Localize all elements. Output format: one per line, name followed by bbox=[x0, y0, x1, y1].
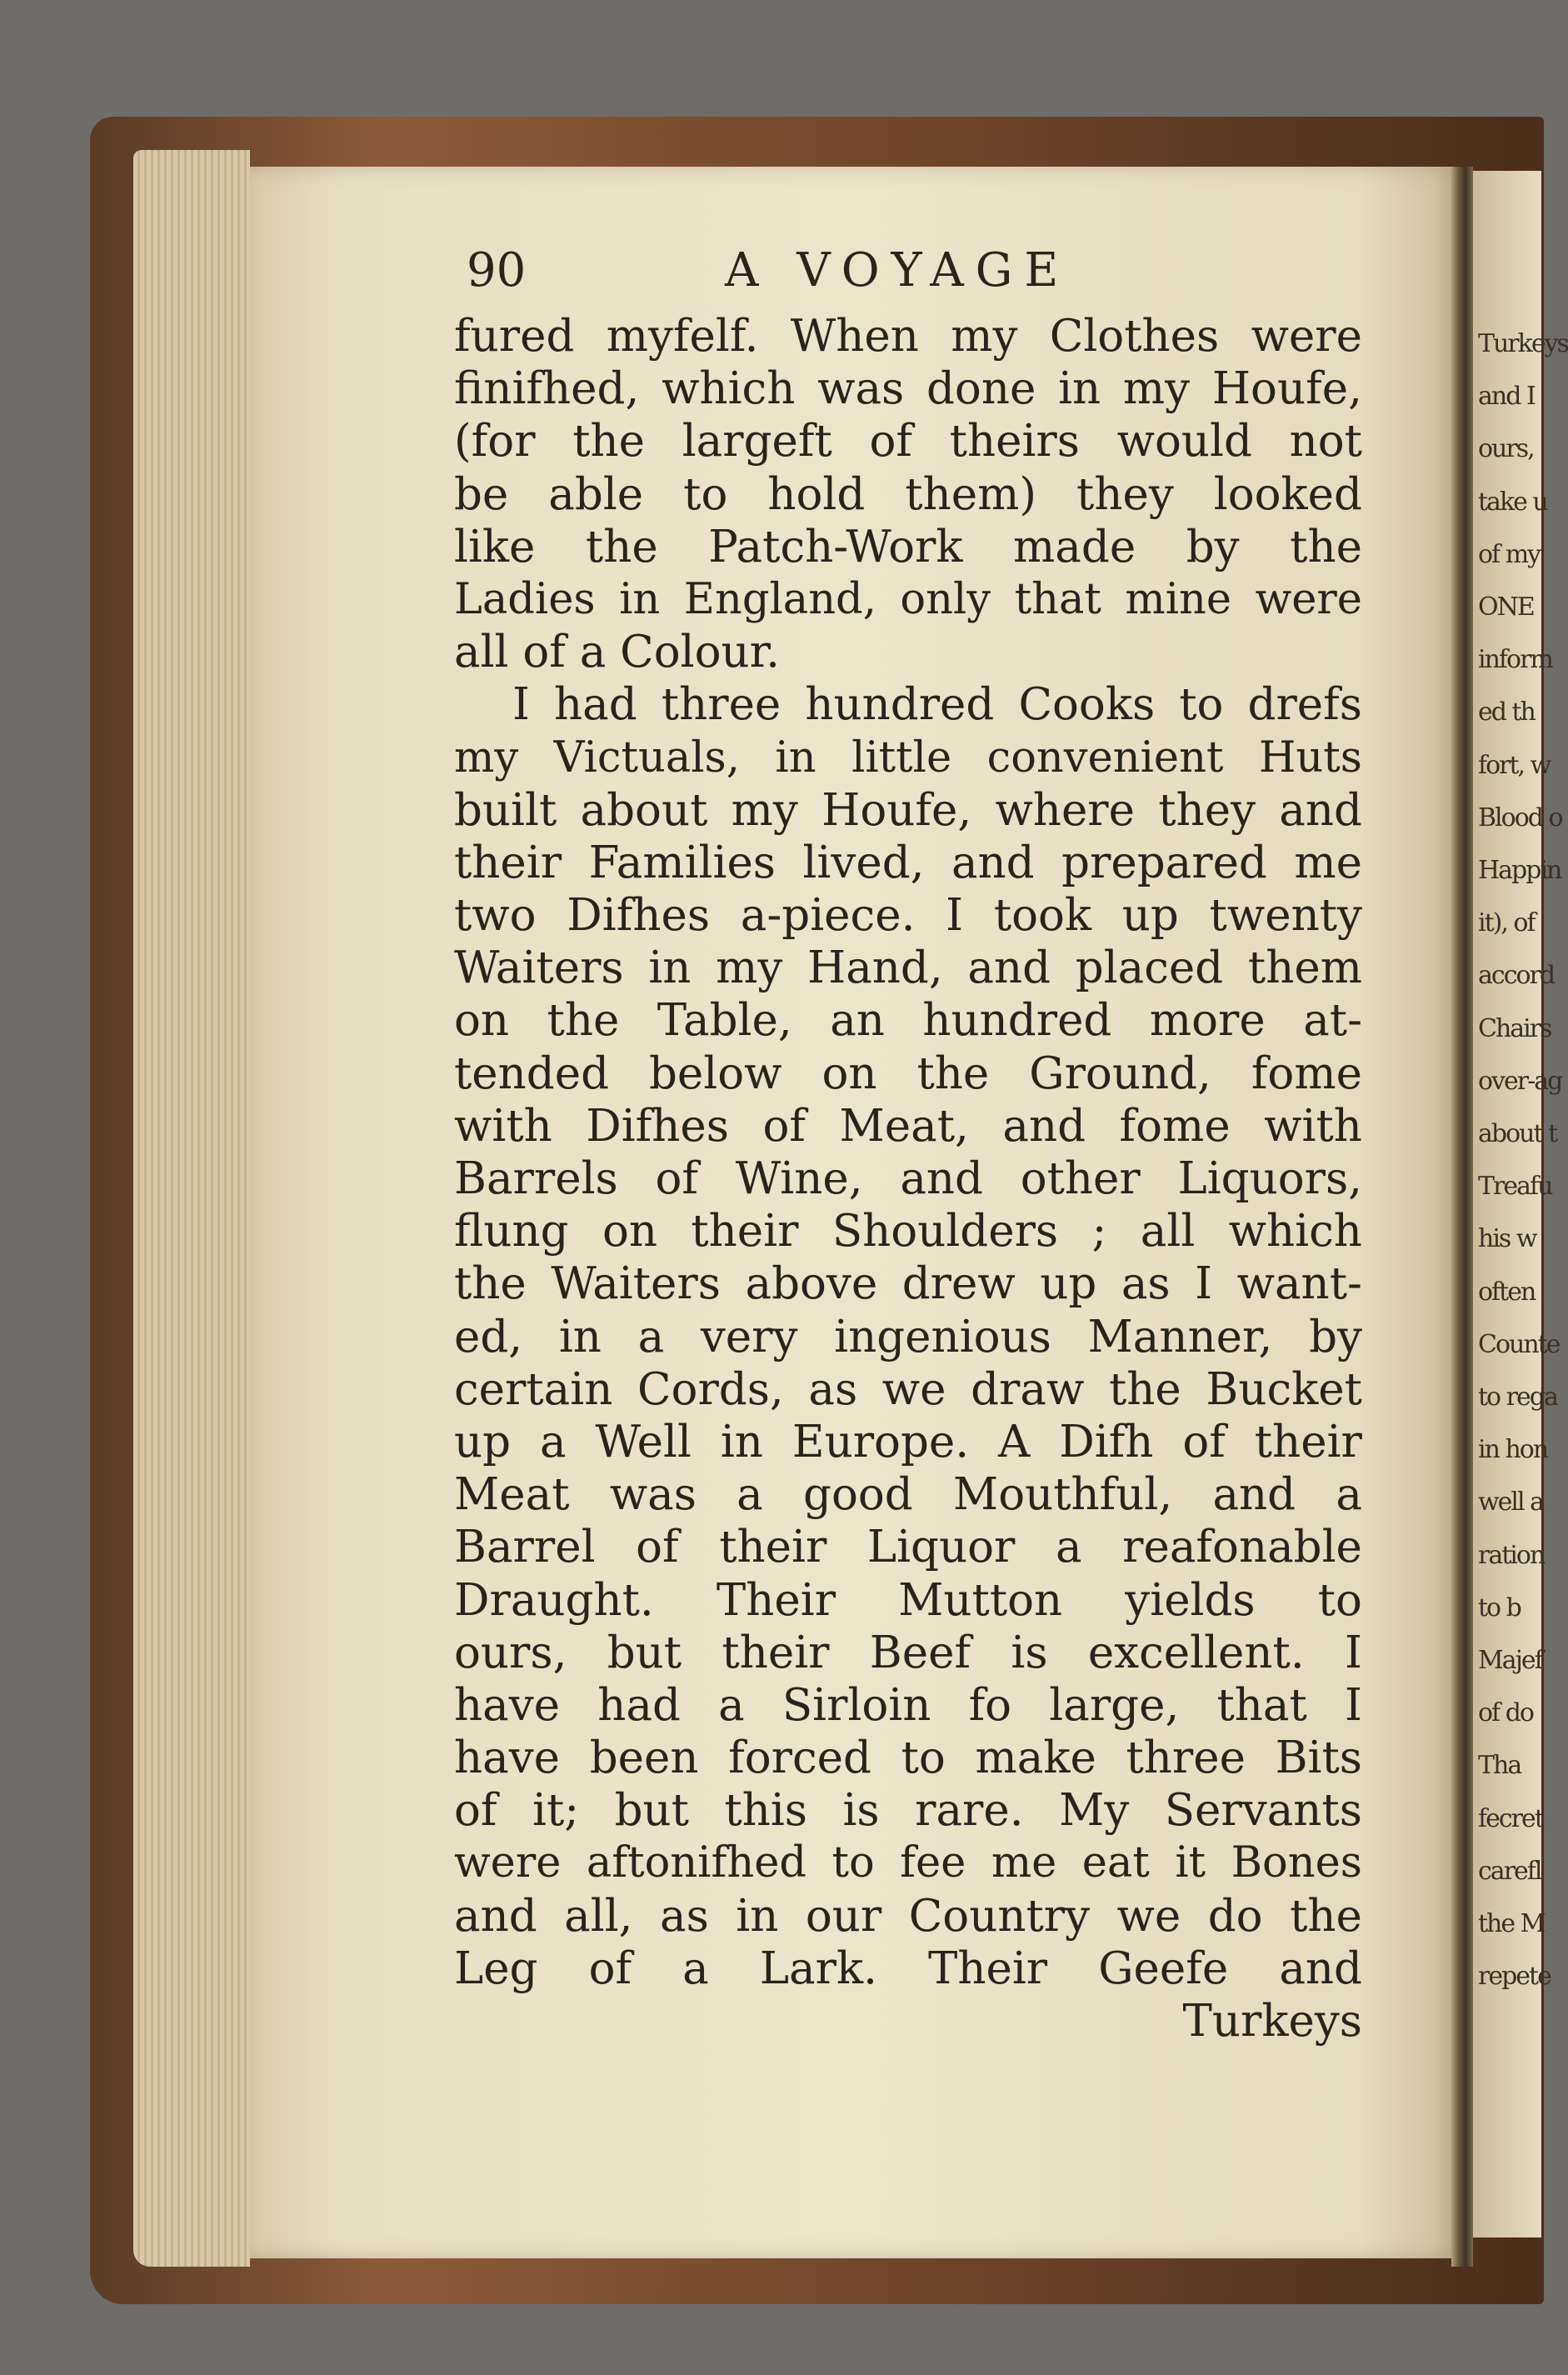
word: built bbox=[454, 784, 557, 836]
word: Ground, bbox=[1029, 1048, 1211, 1099]
facing-page-line: about t bbox=[1478, 1119, 1557, 1148]
word: Waiters bbox=[454, 942, 624, 994]
word: Clothes bbox=[1049, 311, 1220, 362]
text-line bbox=[454, 1679, 1362, 1732]
word: Lark. bbox=[759, 1942, 877, 1994]
word: My bbox=[1059, 1785, 1130, 1837]
text-line bbox=[454, 1416, 1362, 1468]
word: myfelf. bbox=[606, 311, 759, 362]
text-line bbox=[454, 678, 1362, 731]
word: Barrel bbox=[454, 1522, 596, 1573]
word: finifhed, bbox=[454, 363, 640, 415]
word: other bbox=[1020, 1153, 1141, 1204]
word: the bbox=[1108, 1363, 1181, 1415]
text-line bbox=[454, 1468, 1362, 1521]
word: Servants bbox=[1164, 1785, 1362, 1837]
word: the bbox=[454, 1258, 527, 1310]
word: my bbox=[716, 942, 783, 994]
word: a bbox=[682, 1942, 709, 1994]
word: Sirloin bbox=[782, 1679, 931, 1731]
word: a bbox=[718, 1679, 745, 1731]
word: three bbox=[661, 679, 782, 731]
text-line bbox=[454, 1732, 1362, 1784]
word: very bbox=[700, 1311, 798, 1362]
word: Bucket bbox=[1206, 1363, 1362, 1415]
word: Well bbox=[595, 1416, 692, 1468]
facing-page-line: take u bbox=[1478, 487, 1547, 517]
facing-page-line: fecret bbox=[1478, 1803, 1543, 1833]
word: hundred bbox=[922, 995, 1112, 1047]
word: as bbox=[808, 1363, 858, 1415]
word: eat bbox=[1081, 1838, 1150, 1888]
facing-page-line: to b bbox=[1478, 1592, 1521, 1622]
word: Difh bbox=[1059, 1416, 1154, 1468]
word: fo bbox=[968, 1679, 1012, 1731]
page-header bbox=[467, 243, 1400, 310]
word: draw bbox=[971, 1363, 1085, 1415]
word: be bbox=[454, 468, 509, 520]
word: excellent. bbox=[1087, 1627, 1305, 1678]
word: they bbox=[1076, 468, 1174, 520]
word: my bbox=[454, 732, 519, 782]
word: me bbox=[991, 1838, 1057, 1888]
word: twenty bbox=[1209, 890, 1362, 942]
word: a bbox=[637, 1311, 665, 1362]
word: rare. bbox=[915, 1785, 1024, 1837]
word: was bbox=[817, 363, 905, 415]
word: convenient bbox=[986, 732, 1224, 782]
word: in bbox=[736, 1890, 779, 1942]
word: in bbox=[558, 1311, 602, 1362]
text-line bbox=[454, 1363, 1362, 1416]
word: and bbox=[1279, 1942, 1362, 1994]
text-line bbox=[454, 784, 1362, 837]
word: below bbox=[648, 1048, 782, 1099]
running-title: A VOYAGE bbox=[725, 243, 1071, 298]
word: is bbox=[1011, 1627, 1048, 1678]
word: Bones bbox=[1231, 1838, 1362, 1888]
facing-page-line: the M bbox=[1478, 1909, 1545, 1938]
word: aftonifhed bbox=[586, 1838, 807, 1888]
word: and bbox=[1279, 784, 1362, 836]
word: all, bbox=[564, 1890, 633, 1942]
facing-page-line: Treafu bbox=[1478, 1172, 1552, 1202]
word: the bbox=[1290, 521, 1362, 572]
word: Wine, bbox=[735, 1153, 863, 1204]
word: but bbox=[614, 1785, 689, 1837]
word: were bbox=[1255, 574, 1362, 624]
facing-page-line: to rega bbox=[1478, 1382, 1557, 1412]
word: forced bbox=[728, 1732, 871, 1784]
word: with bbox=[454, 1100, 552, 1152]
word: and bbox=[1002, 1100, 1086, 1152]
word: hold bbox=[767, 468, 866, 520]
word: reafonable bbox=[1122, 1522, 1362, 1573]
word: fee bbox=[900, 1838, 966, 1888]
word: an bbox=[830, 995, 885, 1047]
word: Geefe bbox=[1098, 1942, 1229, 1994]
word: to bbox=[1179, 679, 1224, 731]
word: When bbox=[790, 311, 919, 362]
word: theirs bbox=[949, 416, 1080, 468]
word: Liquors, bbox=[1177, 1153, 1362, 1204]
word: a bbox=[539, 1416, 567, 1468]
facing-page-line: over-ag bbox=[1478, 1066, 1562, 1096]
facing-page-line: Happin bbox=[1478, 856, 1561, 885]
word: we bbox=[881, 1363, 946, 1415]
word: largeft bbox=[682, 416, 832, 468]
word: Mutton bbox=[898, 1574, 1063, 1626]
word: Difhes bbox=[586, 1100, 729, 1152]
word: of bbox=[762, 1100, 806, 1152]
word: I bbox=[1344, 1679, 1362, 1731]
word: Liquor bbox=[866, 1522, 1016, 1573]
word: to bbox=[683, 468, 728, 520]
word: prepared bbox=[1061, 837, 1267, 888]
word: up bbox=[454, 1416, 512, 1468]
word: as bbox=[1121, 1258, 1171, 1310]
word: Shoulders bbox=[831, 1206, 1059, 1258]
word: Houfe, bbox=[821, 784, 972, 836]
word: to bbox=[831, 1838, 875, 1888]
word: and bbox=[1212, 1469, 1296, 1521]
word: were bbox=[454, 1838, 562, 1888]
word: made bbox=[1013, 521, 1136, 572]
word: I bbox=[1195, 1258, 1213, 1310]
word: Houfe, bbox=[1211, 363, 1362, 415]
word: a-piece. bbox=[740, 890, 916, 942]
text-line bbox=[454, 994, 1362, 1047]
facing-page-line: repete bbox=[1478, 1962, 1551, 1992]
word: drefs bbox=[1247, 679, 1362, 731]
word: not bbox=[1289, 416, 1362, 468]
facing-page-line: Blood o bbox=[1478, 802, 1562, 832]
word: Country bbox=[908, 1890, 1091, 1942]
word: on bbox=[821, 1048, 877, 1099]
facing-page-line: inform bbox=[1478, 645, 1552, 675]
facing-page-line: Tha bbox=[1478, 1751, 1521, 1781]
text-line: all of a Colour. bbox=[454, 627, 780, 678]
book-gutter bbox=[1451, 167, 1473, 2267]
word: which bbox=[662, 363, 796, 415]
text-line bbox=[454, 415, 1362, 468]
word: of bbox=[454, 1785, 497, 1837]
facing-page-line: of my bbox=[1478, 539, 1541, 569]
word: Leg bbox=[454, 1942, 538, 1994]
word: above bbox=[745, 1258, 878, 1310]
text-line bbox=[454, 732, 1362, 784]
word: Table, bbox=[657, 995, 792, 1047]
word: up bbox=[1121, 890, 1179, 942]
word: was bbox=[609, 1469, 697, 1521]
word: good bbox=[803, 1469, 913, 1521]
word: in bbox=[775, 732, 816, 782]
word: were bbox=[1251, 311, 1362, 362]
text-line bbox=[454, 1890, 1362, 1942]
word: Cooks bbox=[1018, 679, 1156, 731]
word: flung bbox=[454, 1206, 569, 1258]
word: their bbox=[719, 1522, 827, 1573]
word: yields bbox=[1125, 1574, 1256, 1626]
word: a bbox=[1336, 1469, 1362, 1521]
word: Patch-Work bbox=[708, 521, 963, 572]
word: all bbox=[1140, 1206, 1196, 1258]
word: Meat, bbox=[839, 1100, 969, 1152]
facing-page-line: it), of bbox=[1478, 908, 1535, 938]
word: I bbox=[512, 679, 530, 731]
word: is bbox=[842, 1785, 880, 1837]
word: would bbox=[1116, 416, 1252, 468]
page-edges bbox=[133, 150, 250, 2267]
word: want- bbox=[1236, 1258, 1362, 1310]
word: Ladies bbox=[454, 574, 596, 624]
word: been bbox=[589, 1732, 699, 1784]
word: able bbox=[548, 468, 644, 520]
word: of bbox=[1182, 1416, 1226, 1468]
word: ingenious bbox=[834, 1311, 1051, 1362]
word: the bbox=[916, 1048, 990, 1099]
word: but bbox=[607, 1627, 682, 1678]
word: have bbox=[454, 1732, 561, 1784]
text-line bbox=[454, 1627, 1362, 1679]
word: tended bbox=[454, 1048, 610, 1099]
word: and bbox=[967, 942, 1051, 994]
word: looked bbox=[1213, 468, 1362, 520]
word: hundred bbox=[805, 679, 995, 731]
word: of bbox=[588, 1942, 632, 1994]
text-line bbox=[454, 468, 1362, 521]
word: in bbox=[648, 942, 692, 994]
word: Barrels bbox=[454, 1153, 618, 1204]
word: on bbox=[454, 995, 510, 1047]
word: England, bbox=[683, 574, 876, 624]
page-number: 90 bbox=[467, 243, 527, 298]
word: I bbox=[1345, 1627, 1362, 1678]
word: in bbox=[720, 1416, 763, 1468]
facing-page-line: in hon bbox=[1478, 1435, 1548, 1465]
facing-page-line: his w bbox=[1478, 1224, 1536, 1254]
word: Bits bbox=[1275, 1732, 1362, 1784]
word: placed bbox=[1075, 942, 1224, 994]
word: A bbox=[998, 1416, 1031, 1468]
word: I bbox=[946, 890, 964, 942]
text-line bbox=[454, 1784, 1362, 1837]
word: as bbox=[660, 1890, 709, 1942]
text-line bbox=[454, 573, 1362, 626]
text-line bbox=[454, 1048, 1362, 1100]
word: Difhes bbox=[567, 890, 711, 942]
word: like bbox=[454, 521, 536, 572]
text-line bbox=[454, 1942, 1362, 1995]
word: it; bbox=[532, 1785, 580, 1837]
facing-page-fragment bbox=[1473, 171, 1568, 2238]
word: they bbox=[1158, 784, 1256, 836]
word: by bbox=[1186, 521, 1240, 572]
word: Their bbox=[927, 1942, 1048, 1994]
word: three bbox=[1126, 1732, 1246, 1784]
word: Waiters bbox=[551, 1258, 721, 1310]
word: it bbox=[1175, 1838, 1206, 1888]
word: and bbox=[454, 1890, 537, 1942]
word: my bbox=[951, 311, 1018, 362]
word: the bbox=[585, 521, 658, 572]
text-line bbox=[454, 1205, 1362, 1258]
facing-page-line: Majef bbox=[1478, 1646, 1542, 1675]
word: Manner, bbox=[1087, 1311, 1273, 1362]
text-line bbox=[454, 1521, 1362, 1573]
text-line bbox=[454, 1152, 1362, 1205]
word: of bbox=[655, 1153, 698, 1204]
word: at- bbox=[1303, 995, 1362, 1047]
word: Beef bbox=[869, 1627, 971, 1678]
text-line bbox=[454, 310, 1362, 362]
word: do bbox=[1207, 1890, 1263, 1942]
word: on bbox=[602, 1206, 657, 1258]
facing-page-line: and I bbox=[1478, 382, 1535, 412]
word: large, bbox=[1049, 1679, 1180, 1731]
word: the bbox=[547, 995, 620, 1047]
word: Their bbox=[716, 1574, 836, 1626]
word: certain bbox=[454, 1363, 613, 1415]
facing-page-line: often bbox=[1478, 1277, 1536, 1307]
facing-page-line: ed th bbox=[1478, 698, 1535, 728]
facing-page-line: well a bbox=[1478, 1488, 1544, 1518]
word: by bbox=[1309, 1311, 1362, 1362]
text-line: Turkeys bbox=[1182, 1996, 1362, 2047]
word: little bbox=[851, 732, 952, 782]
word: to bbox=[1317, 1574, 1362, 1626]
word: their bbox=[1254, 1416, 1362, 1468]
word: Cords, bbox=[637, 1363, 784, 1415]
word: that bbox=[1014, 574, 1101, 624]
word: them) bbox=[905, 468, 1037, 520]
word: we bbox=[1116, 1890, 1181, 1942]
word: up bbox=[1040, 1258, 1097, 1310]
text-line bbox=[454, 837, 1362, 889]
facing-page-line: ration bbox=[1478, 1540, 1545, 1570]
facing-page-line: fort, w bbox=[1478, 750, 1551, 780]
body-text bbox=[454, 310, 1362, 2048]
word: our bbox=[805, 1890, 882, 1942]
word: to bbox=[901, 1732, 946, 1784]
word: a bbox=[737, 1469, 763, 1521]
word: Mouthful, bbox=[952, 1469, 1173, 1521]
word: Europe. bbox=[791, 1416, 970, 1468]
word: fured bbox=[454, 311, 575, 362]
facing-page-line: Turkeys bbox=[1478, 329, 1568, 358]
word: done bbox=[926, 363, 1036, 415]
word: the bbox=[1290, 1890, 1362, 1942]
word: this bbox=[724, 1785, 808, 1837]
facing-page-line: accord bbox=[1478, 961, 1555, 991]
text-line bbox=[454, 1837, 1362, 1889]
word: Meat bbox=[454, 1469, 570, 1521]
word: Draught. bbox=[454, 1574, 654, 1626]
word: about bbox=[580, 784, 708, 836]
word: lived, bbox=[802, 837, 925, 888]
word: that bbox=[1216, 1679, 1307, 1731]
word: make bbox=[975, 1732, 1096, 1784]
word: with bbox=[1264, 1100, 1362, 1152]
word: me bbox=[1294, 837, 1362, 888]
word: the bbox=[572, 416, 646, 468]
word: took bbox=[993, 890, 1092, 942]
word: have bbox=[454, 1679, 561, 1731]
word: Victuals, bbox=[553, 732, 740, 782]
word: in bbox=[619, 574, 661, 624]
word: only bbox=[900, 574, 991, 624]
word: ; bbox=[1091, 1206, 1107, 1258]
facing-page-line: carefl bbox=[1478, 1856, 1541, 1886]
facing-page-line: Chairs bbox=[1478, 1013, 1551, 1043]
facing-page-line: ours, bbox=[1478, 434, 1534, 464]
text-line bbox=[454, 1258, 1362, 1310]
word: their bbox=[691, 1206, 799, 1258]
word: them bbox=[1247, 942, 1362, 994]
word: their bbox=[722, 1627, 830, 1678]
word: their bbox=[454, 837, 562, 888]
word: fome bbox=[1119, 1100, 1231, 1152]
word: my bbox=[731, 784, 798, 836]
word: Hand, bbox=[806, 942, 943, 994]
facing-page-line: ONE bbox=[1478, 592, 1534, 622]
word: Huts bbox=[1258, 732, 1362, 782]
word: and bbox=[951, 837, 1035, 888]
facing-page-line: Counte bbox=[1478, 1329, 1560, 1359]
word: and bbox=[900, 1153, 983, 1204]
text-line bbox=[454, 942, 1362, 994]
word: drew bbox=[901, 1258, 1016, 1310]
word: a bbox=[1055, 1522, 1082, 1573]
word: of bbox=[636, 1522, 679, 1573]
text-line bbox=[454, 889, 1362, 942]
text-line bbox=[454, 362, 1362, 415]
word: which bbox=[1228, 1206, 1362, 1258]
word: had bbox=[597, 1679, 681, 1731]
word: where bbox=[995, 784, 1136, 836]
word: two bbox=[454, 890, 537, 942]
word: more bbox=[1149, 995, 1266, 1047]
word: my bbox=[1122, 363, 1191, 415]
word: ours, bbox=[454, 1627, 567, 1678]
text-line bbox=[454, 1100, 1362, 1152]
word: ed, bbox=[454, 1311, 523, 1362]
word: had bbox=[554, 679, 637, 731]
word: (for bbox=[454, 416, 536, 468]
word: fome bbox=[1251, 1048, 1362, 1099]
word: Families bbox=[588, 837, 777, 888]
text-line bbox=[454, 1574, 1362, 1627]
word: of bbox=[869, 416, 912, 468]
word: mine bbox=[1125, 574, 1232, 624]
text-line bbox=[454, 1311, 1362, 1363]
facing-page-line: of do bbox=[1478, 1698, 1533, 1728]
word: in bbox=[1058, 363, 1101, 415]
text-line bbox=[454, 521, 1362, 573]
